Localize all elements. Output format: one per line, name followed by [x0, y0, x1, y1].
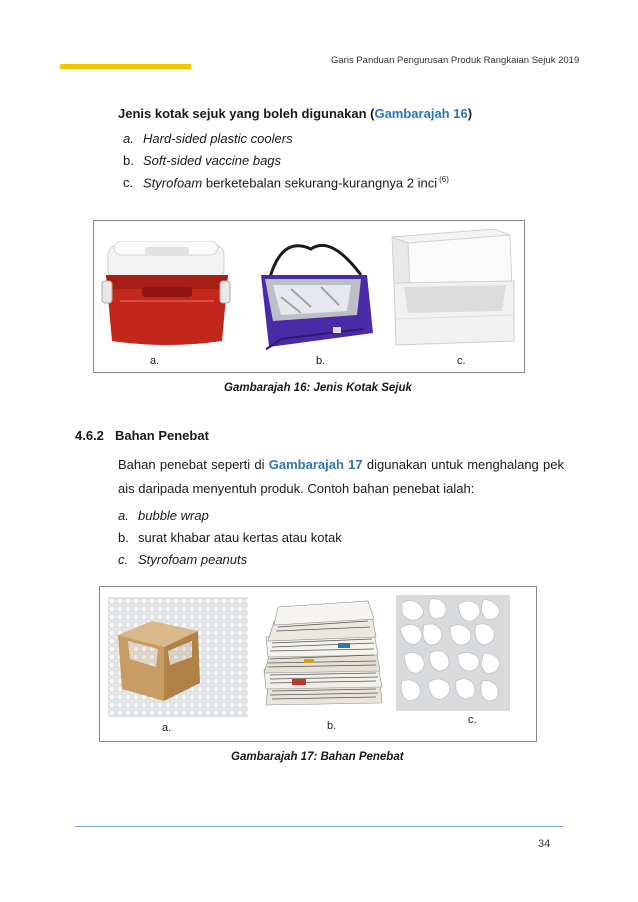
list-item	[118, 552, 247, 567]
newspaper-stack-image	[258, 599, 390, 709]
list-text: Hard-sided plastic coolers	[143, 131, 293, 146]
page-number: 34	[538, 838, 551, 850]
list-item	[123, 153, 281, 168]
figure-16-link[interactable]: Gambarajah 16	[374, 106, 468, 121]
list-text-italic: Styrofoam	[143, 175, 203, 191]
list-text: Soft-sided vaccine bags	[143, 153, 282, 168]
figure-17-link[interactable]: Gambarajah 17	[268, 457, 363, 472]
reference-superscript: (6)	[439, 175, 449, 184]
list-label: a.	[123, 131, 134, 146]
figure-16	[93, 220, 525, 373]
figure-label: a.	[150, 355, 160, 367]
list-item	[118, 530, 342, 545]
paragraph-text: Bahan penebat seperti di	[118, 457, 269, 472]
heading-close: )	[467, 106, 473, 121]
list-label: b.	[123, 153, 134, 168]
section-title: Bahan Penebat	[115, 428, 209, 443]
list-text: berketebalan sekurang-kurangnya 2 inci	[202, 175, 438, 191]
heading-text: Jenis kotak sejuk yang boleh digunakan (	[118, 106, 375, 121]
red-hard-cooler-image	[100, 241, 234, 349]
figure-label: c.	[468, 714, 477, 726]
figure-label: c.	[457, 355, 466, 367]
cooler-types-heading	[118, 106, 472, 121]
section-number: 4.6.2	[75, 428, 104, 443]
styrofoam-box-image	[390, 229, 518, 353]
figure-17	[99, 586, 537, 742]
section-paragraph	[118, 453, 564, 501]
list-item	[118, 508, 209, 523]
paragraph-text: digunakan untuk menghalang pek ais daripada menyentuh produk. Contoh bahan penebat ialah:	[118, 457, 565, 496]
header-accent-bar	[60, 64, 191, 69]
figure-17-caption: Gambarajah 17: Bahan Penebat	[231, 751, 404, 763]
running-header: Garis Panduan Pengurusan Produk Rangkaian Sejuk 2019	[331, 55, 580, 66]
figure-label: b.	[327, 720, 337, 732]
footer-divider	[75, 826, 563, 827]
list-label: a.	[118, 508, 129, 523]
list-label: b.	[118, 530, 129, 545]
list-item	[123, 175, 449, 190]
figure-label: b.	[316, 355, 326, 367]
list-text: surat khabar atau kertas atau kotak	[138, 530, 342, 545]
list-label: c.	[118, 552, 129, 567]
list-text: bubble wrap	[138, 508, 209, 523]
purple-vaccine-bag-image	[251, 235, 377, 353]
list-label: c.	[123, 175, 134, 191]
list-item	[123, 131, 293, 146]
figure-label: a.	[162, 722, 172, 734]
list-text: Styrofoam peanuts	[138, 552, 248, 567]
styrofoam-peanuts-image	[396, 595, 510, 711]
figure-16-caption: Gambarajah 16: Jenis Kotak Sejuk	[224, 382, 412, 394]
bubble-wrap-box-image	[108, 597, 248, 717]
